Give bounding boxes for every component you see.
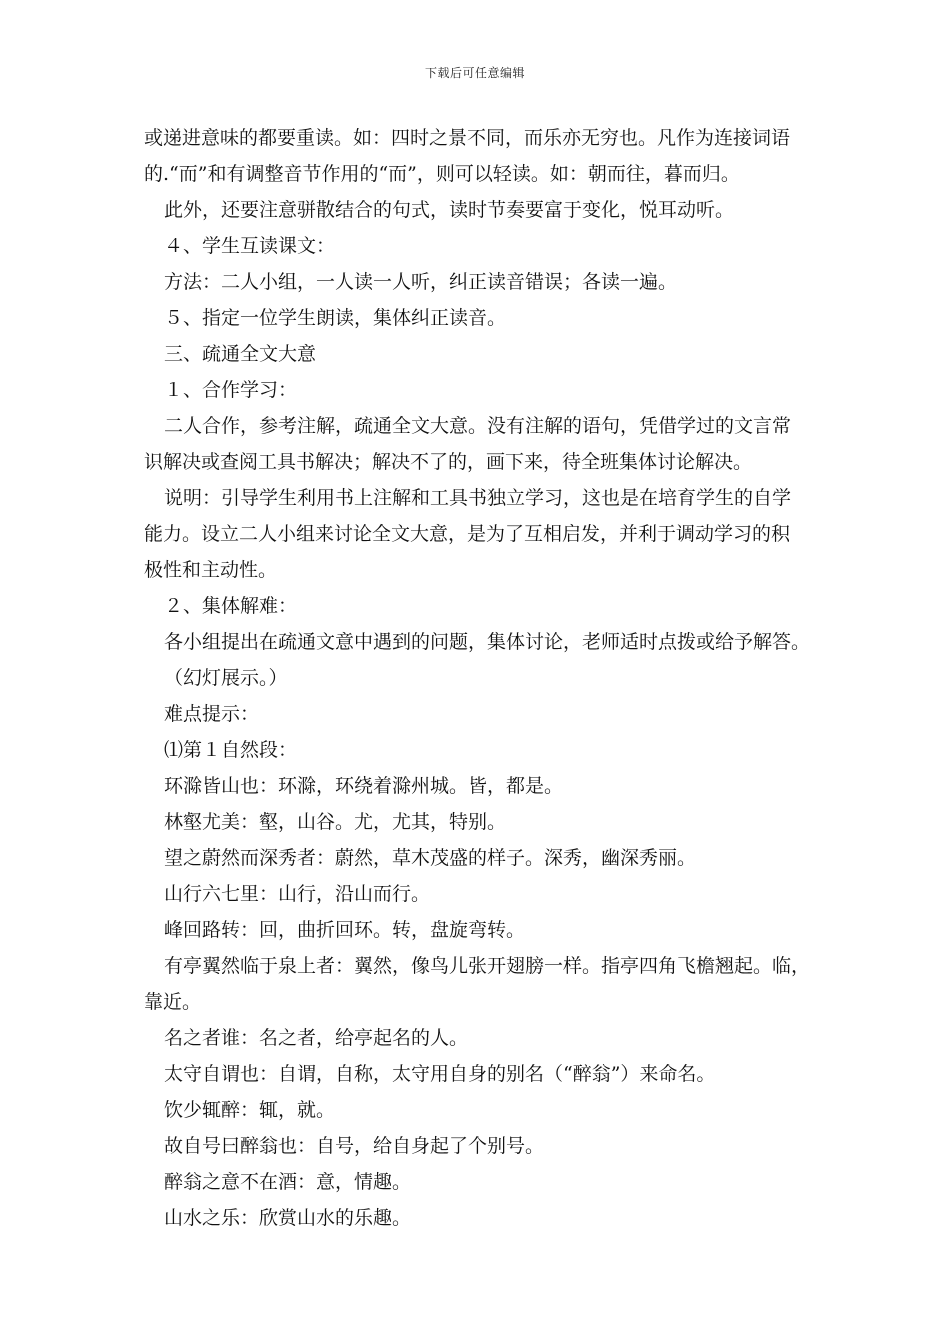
text-line: 说明：引导学生利用书上注解和工具书独立学习，这也是在培育学生的自学 <box>164 487 792 509</box>
page-header: 下载后可任意编辑 <box>424 66 525 80</box>
text-line: 识解决或查阅工具书解决；解决不了的，画下来，待全班集体讨论解决。 <box>144 451 753 473</box>
text-line: ４、学生互读课文： <box>164 235 336 257</box>
text-line: １、合作学习： <box>164 379 298 401</box>
text-line: 山行六七里：山行，沿山而行。 <box>164 883 431 905</box>
text-line: 林壑尤美：壑，山谷。尤，尤其，特别。 <box>164 811 507 833</box>
text-line: 环滁皆山也：环滁，环绕着滁州城。皆，都是。 <box>164 775 564 797</box>
text-line: 各小组提出在疏通文意中遇到的问题，集体讨论，老师适时点拨或给予解答。 <box>164 631 811 653</box>
text-line: 或递进意味的都要重读。如：四时之景不同，而乐亦无穷也。凡作为连接词语 <box>144 127 791 149</box>
text-line: 难点提示： <box>164 703 260 725</box>
text-line: 醉翁之意不在酒：意，情趣。 <box>164 1171 412 1193</box>
text-line: 太守自谓也：自谓，自称，太守用自身的别名（“醉翁”）来命名。 <box>164 1063 716 1085</box>
text-line: 方法：二人小组，一人读一人听，纠正读音错误；各读一遍。 <box>164 271 678 293</box>
text-line: ⑴第１自然段： <box>164 739 298 761</box>
section-heading: 三、疏通全文大意 <box>164 343 317 365</box>
document-body <box>144 120 824 1236</box>
text-line: 靠近。 <box>144 991 202 1013</box>
text-line: 能力。设立二人小组来讨论全文大意，是为了互相启发，并利于调动学习的积 <box>144 523 791 545</box>
text-line: 此外，还要注意骈散结合的句式，读时节奏要富于变化，悦耳动听。 <box>164 199 735 221</box>
text-line: 有亭翼然临于泉上者：翼然，像鸟儿张开翅膀一样。指亭四角飞檐翘起。临， <box>164 955 811 977</box>
text-line: 峰回路转：回，曲折回环。转，盘旋弯转。 <box>164 919 526 941</box>
text-line: 山水之乐：欣赏山水的乐趣。 <box>164 1207 412 1229</box>
text-line: 名之者谁：名之者，给亭起名的人。 <box>164 1027 469 1049</box>
text-line: 故自号曰醉翁也：自号，给自身起了个别号。 <box>164 1135 545 1157</box>
text-line: 望之蔚然而深秀者：蔚然，草木茂盛的样子。深秀，幽深秀丽。 <box>164 847 697 869</box>
text-line: ５、指定一位学生朗读，集体纠正读音。 <box>164 307 507 329</box>
text-line: ２、集体解难： <box>164 595 298 617</box>
text-line: 饮少辄醉：辄，就。 <box>164 1099 336 1121</box>
text-line: （幻灯展示。） <box>164 667 288 689</box>
text-line: 的.“而”和有调整音节作用的“而”，则可以轻读。如：朝而往，暮而归。 <box>144 163 740 185</box>
text-line: 二人合作，参考注解，疏通全文大意。没有注解的语句，凭借学过的文言常 <box>164 415 792 437</box>
text-line: 极性和主动性。 <box>144 559 278 581</box>
